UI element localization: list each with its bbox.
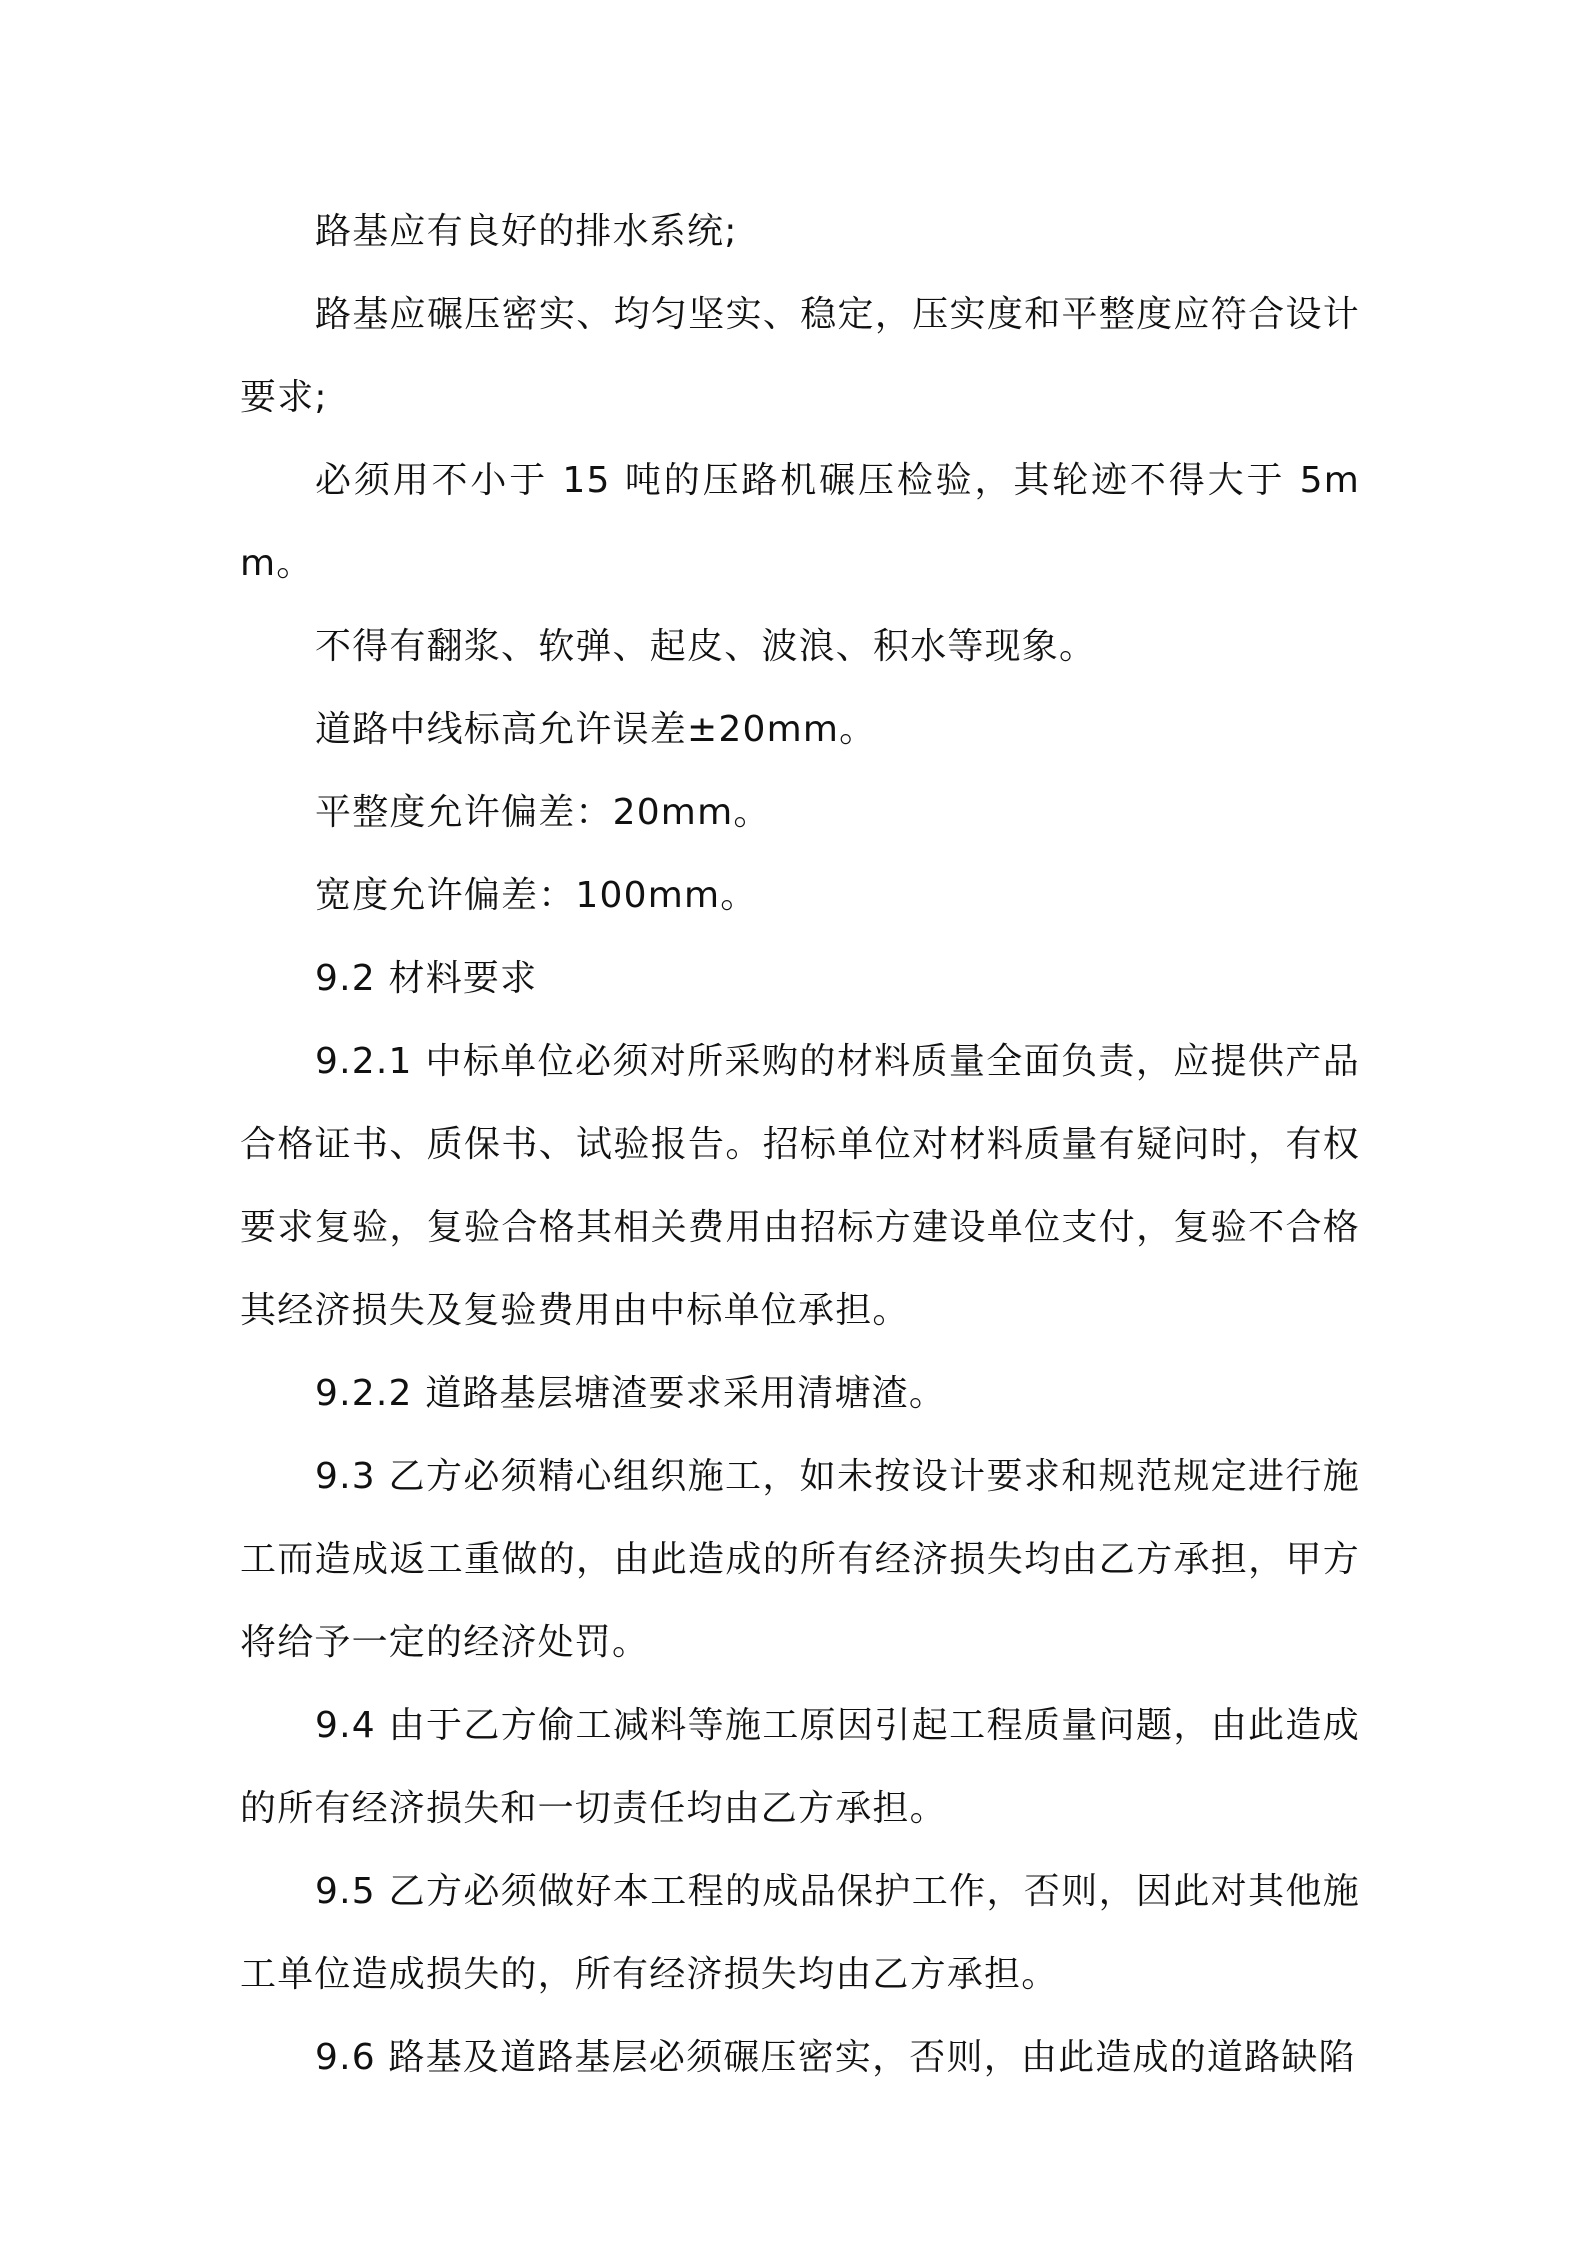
document-body [240,190,1360,2099]
paragraph-roller-test: 必须用不小于 15 吨的压路机碾压检验，其轮迹不得大于 5mm。 [240,460,1360,584]
paragraph-flatness-tolerance: 平整度允许偏差：20mm。 [315,792,771,833]
paragraph-drainage: 路基应有良好的排水系统; [315,211,738,252]
section-heading-9-2: 9.2 材料要求 [315,958,538,999]
paragraph-9-6: 9.6 路基及道路基层必须碾压密实，否则，由此造成的道路缺陷 [315,2037,1356,2078]
paragraph-9-2-1: 9.2.1 中标单位必须对所采购的材料质量全面负责，应提供产品合格证书、质保书、试验报告。招标单位对材料质量有疑问时，有权要求复验，复验合格其相关费用由招标方建设单位支付，复验不合格其经济损失及复验费用由中标单位承担。 [240,1041,1360,1331]
paragraph-compaction: 路基应碾压密实、均匀坚实、稳定，压实度和平整度应符合设计要求; [240,294,1360,418]
paragraph-no-defects: 不得有翻浆、软弹、起皮、波浪、积水等现象。 [315,626,1097,667]
paragraph-9-5: 9.5 乙方必须做好本工程的成品保护工作，否则，因此对其他施工单位造成损失的，所有经济损失均由乙方承担。 [240,1871,1360,1995]
paragraph-centerline-tolerance: 道路中线标高允许误差±20mm。 [315,709,877,750]
paragraph-width-tolerance: 宽度允许偏差：100mm。 [315,875,758,916]
paragraph-9-2-2: 9.2.2 道路基层塘渣要求采用清塘渣。 [315,1373,947,1414]
paragraph-9-4: 9.4 由于乙方偷工减料等施工原因引起工程质量问题，由此造成的所有经济损失和一切责任均由乙方承担。 [240,1705,1360,1829]
paragraph-9-3: 9.3 乙方必须精心组织施工，如未按设计要求和规范规定进行施工而造成返工重做的，由此造成的所有经济损失均由乙方承担，甲方将给予一定的经济处罚。 [240,1456,1360,1663]
